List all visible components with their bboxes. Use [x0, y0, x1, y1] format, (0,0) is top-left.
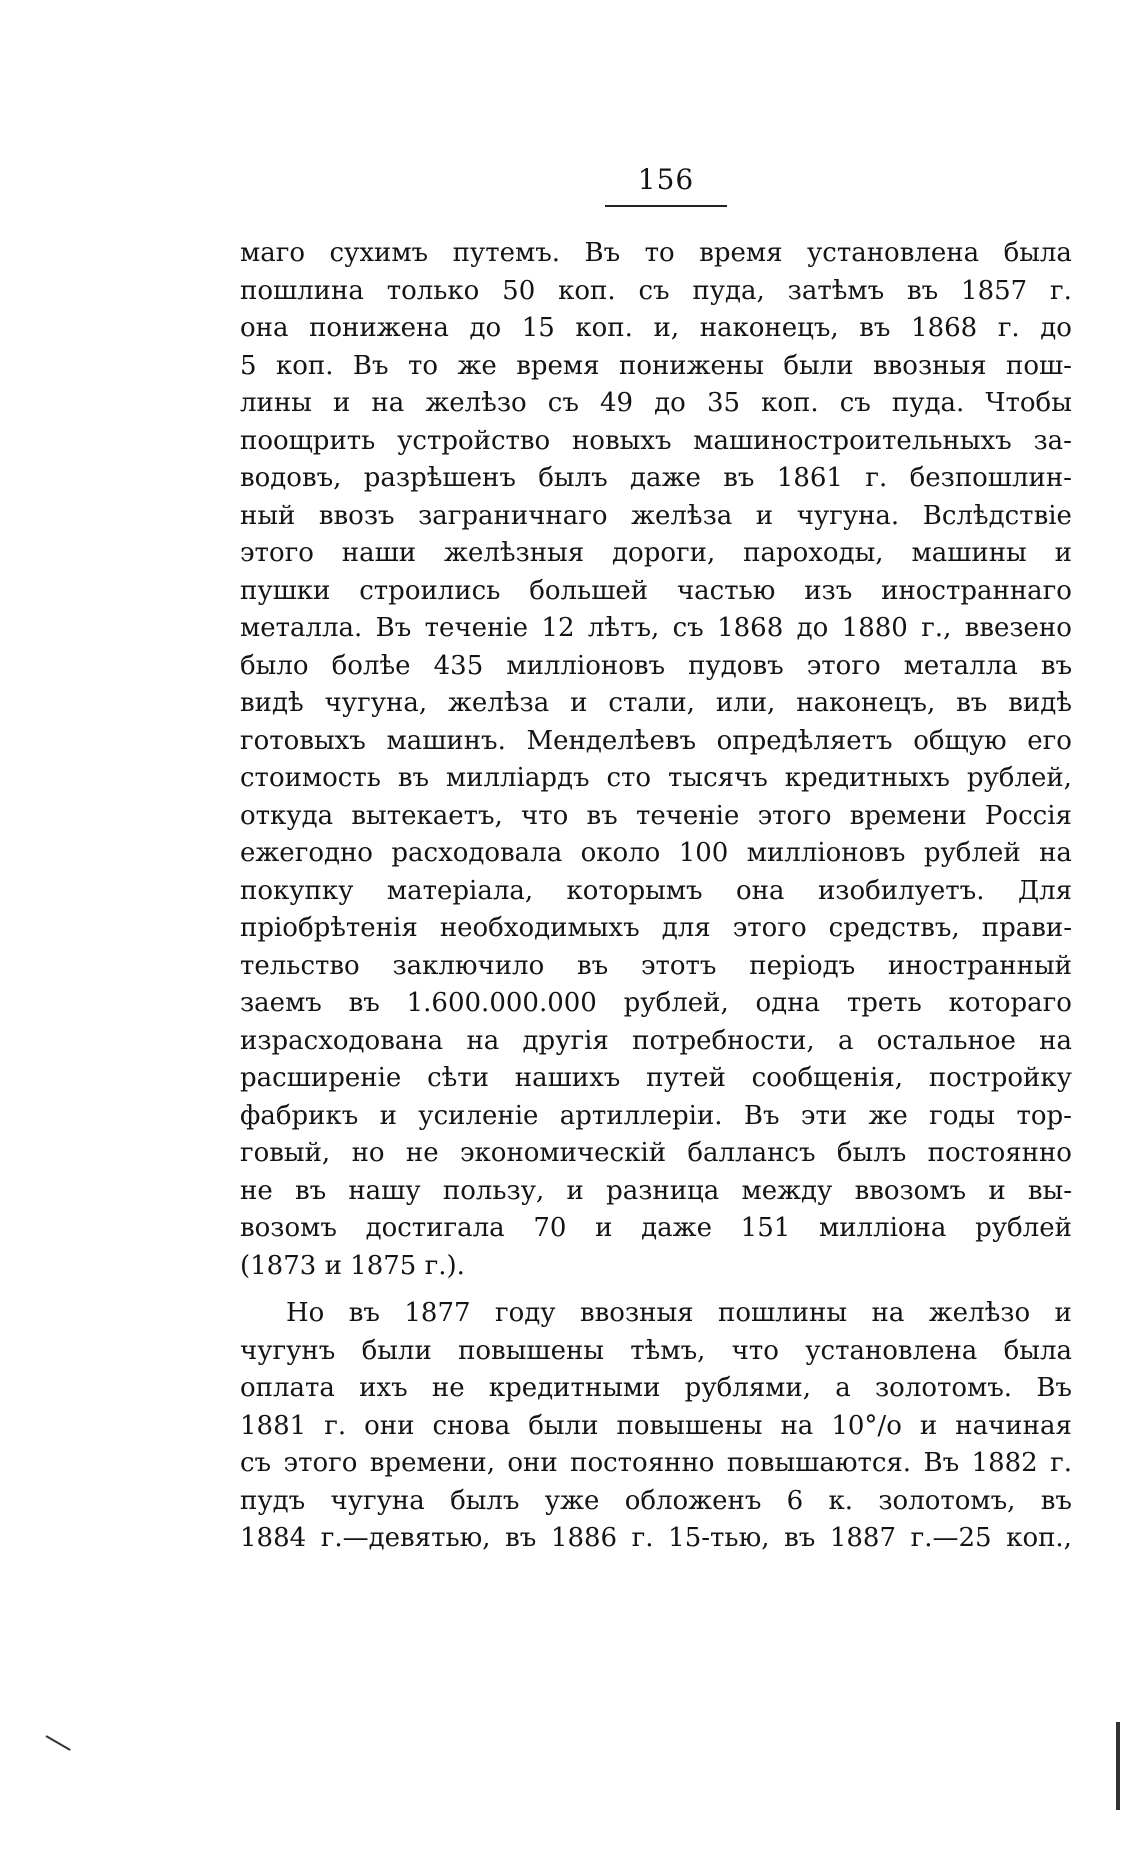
text-line: израсходована на другія потребности, а остальное на	[240, 1025, 1072, 1056]
text-line: пушки строились большей частью изъ иностраннаго	[240, 575, 1072, 606]
text-line: лины и на желѣзо съ 49 до 35 коп. съ пуда. Чтобы	[240, 388, 1072, 418]
text-line: поощрить устройство новыхъ машиностроительныхъ за-	[240, 425, 1072, 456]
text-line: 1881 г. они снова были повышены на 10°/о и начиная	[240, 1410, 1072, 1441]
text-line: маго сухимъ путемъ. Въ то время установлена была	[240, 238, 1072, 268]
text-line: металла. Въ теченіе 12 лѣтъ, съ 1868 до 1880 г., ввезено	[240, 613, 1072, 643]
paragraph-gap	[240, 1285, 1072, 1295]
text-line: говый, но не экономическій баллансъ былъ постоянно	[240, 1138, 1072, 1168]
text-line: откуда вытекаетъ, что въ теченіе этого времени Россія	[240, 800, 1072, 831]
text-line: пріобрѣтенія необходимыхъ для этого средствъ, прави-	[240, 913, 1072, 943]
text-line: съ этого времени, они постоянно повышаются. Въ 1882 г.	[240, 1448, 1072, 1478]
text-line: тельство заключило въ этотъ періодъ иностранный	[240, 950, 1072, 981]
text-line: ный ввозъ заграничнаго желѣза и чугуна. Вслѣдствіе	[240, 500, 1072, 531]
text-line: (1873 и 1875 г.).	[240, 1250, 465, 1281]
text-line: этого наши желѣзныя дороги, пароходы, машины и	[240, 538, 1072, 568]
text-line: Но въ 1877 году ввозныя пошлины на желѣзо и	[286, 1298, 1072, 1328]
text-line: 5 коп. Въ то же время понижены были ввозныя пош-	[240, 350, 1072, 381]
scan-mark	[1116, 1722, 1120, 1810]
text-line: ежегодно расходовала около 100 милліоновъ рублей на	[240, 838, 1072, 868]
text-line: она понижена до 15 коп. и, наконецъ, въ 1868 г. до	[240, 313, 1072, 343]
paragraph	[240, 235, 1072, 1285]
text-line: было болѣе 435 милліоновъ пудовъ этого металла въ	[240, 650, 1072, 681]
text-line: водовъ, разрѣшенъ былъ даже въ 1861 г. безпошлин-	[240, 463, 1072, 493]
text-line: пошлина только 50 коп. съ пуда, затѣмъ въ 1857 г.	[240, 275, 1072, 306]
scan-mark	[46, 1735, 71, 1751]
text-line: видѣ чугуна, желѣза и стали, или, наконецъ, въ видѣ	[240, 688, 1072, 718]
text-line: не въ нашу пользу, и разница между ввозомъ и вы-	[240, 1175, 1072, 1206]
paragraph	[240, 1295, 1072, 1558]
text-line: стоимость въ милліардъ сто тысячъ кредитныхъ рублей,	[240, 763, 1072, 793]
text-line: чугунъ были повышены тѣмъ, что установлена была	[240, 1335, 1072, 1366]
text-line: 1884 г.—девятью, въ 1886 г. 15-тью, въ 1887 г.—25 коп.,	[240, 1523, 1072, 1553]
text-line: фабрикъ и усиленіе артиллеріи. Въ эти же годы тор-	[240, 1100, 1072, 1131]
body-text	[240, 235, 1072, 1558]
text-line: заемъ въ 1.600.000.000 рублей, одна треть котораго	[240, 988, 1072, 1018]
text-line: пудъ чугуна былъ уже обложенъ 6 к. золотомъ, въ	[240, 1485, 1072, 1516]
text-line: покупку матеріала, которымъ она изобилуетъ. Для	[240, 875, 1072, 906]
page-number-underline	[605, 205, 727, 207]
page-number: 156	[637, 163, 695, 196]
text-line: готовыхъ машинъ. Менделѣевъ опредѣляетъ общую его	[240, 725, 1072, 756]
text-line: оплата ихъ не кредитными рублями, а золотомъ. Въ	[240, 1373, 1072, 1403]
text-line: возомъ достигала 70 и даже 151 милліона рублей	[240, 1213, 1072, 1243]
text-line: расширеніе сѣти нашихъ путей сообщенія, постройку	[240, 1063, 1072, 1093]
